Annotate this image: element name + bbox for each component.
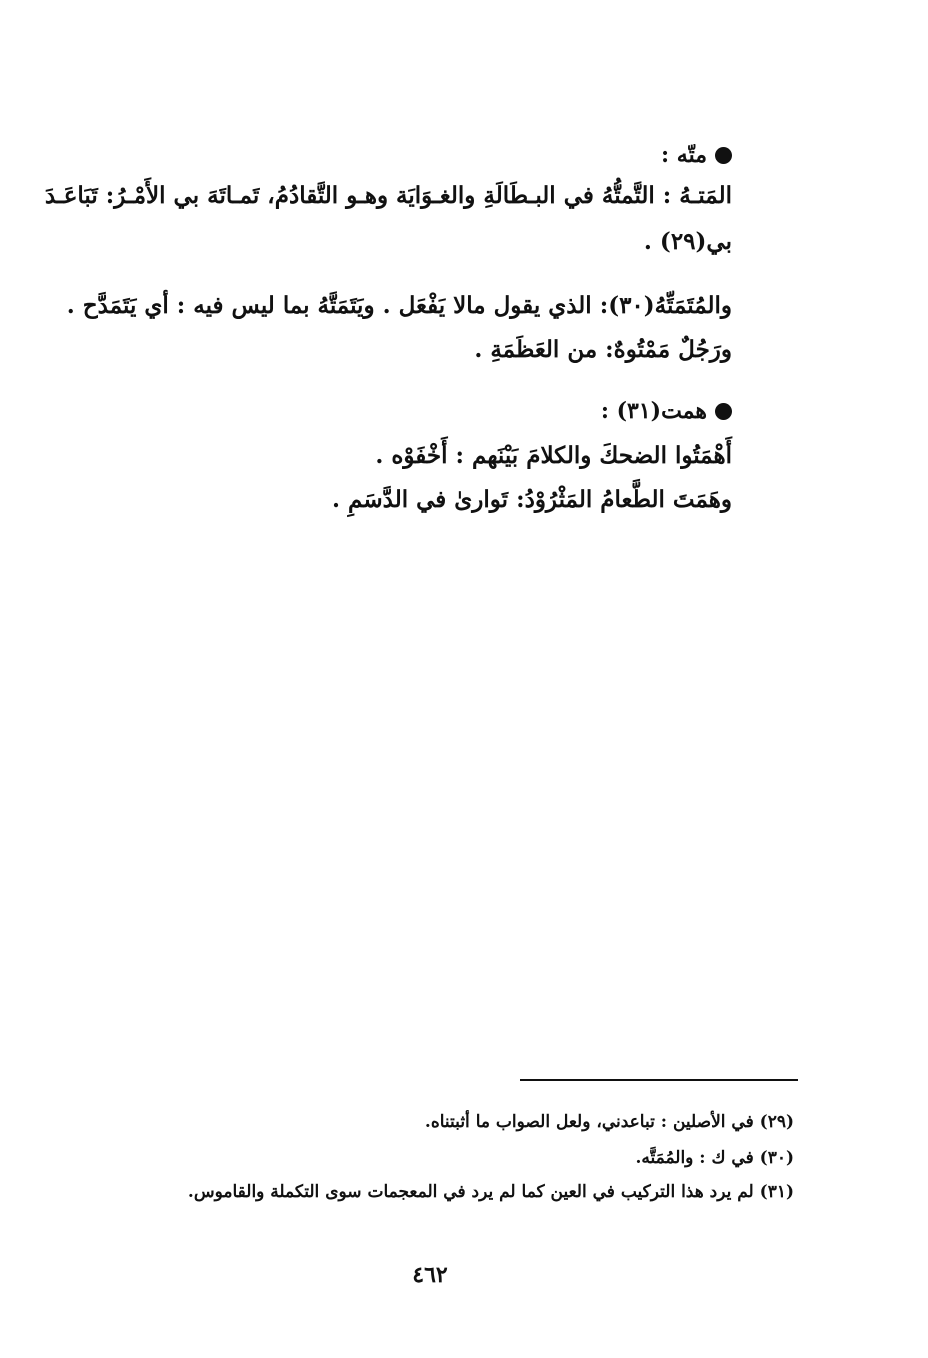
- entry-line: والمُتَمَتِّهُ(٣٠): الذي يقول مالا يَفْعَل . ويَتَمَتَّهُ بما ليس فيه : أي يَتَمَدَّح .: [66, 292, 732, 319]
- entry-heading-text: متّه :: [661, 142, 707, 168]
- footnote-29: (٢٩) في الأصلين : تباعدني، ولعل الصواب ما أثبتناه.: [424, 1112, 794, 1132]
- entry-heading-mth: [661, 142, 732, 168]
- page-number: ٤٦٢: [412, 1262, 448, 1288]
- footnote-separator: [520, 1079, 798, 1081]
- bullet-icon: [715, 403, 732, 420]
- bullet-icon: [715, 147, 732, 164]
- entry-line: وهَمَتَ الطَّعامُ المَثْرُوْدُ: تَوارىٰ في الدَّسَمِ .: [332, 486, 732, 513]
- entry-line: المَتـهُ : التَّمتُّهُ في البـطَالَةِ والغـوَايَة وهـو التَّقادُمُ، تَمـاتَهَ بي الأَمْـرُ: تَبَاعَـدَ: [44, 182, 732, 209]
- entry-heading-hmt: [601, 398, 732, 424]
- entry-heading-text: همت(٣١) :: [600, 398, 707, 424]
- entry-line: بي(٢٩) .: [643, 228, 732, 255]
- entry-line: أَهْمَتُوا الضحكَ والكلامَ بَيْنَهم : أَخْفَوْه .: [375, 442, 732, 469]
- footnote-30: (٣٠) في ك : والمُمَتَّه.: [635, 1148, 794, 1168]
- entry-line: ورَجُلٌ مَمْتُوهٌ: من العَظَمَةِ .: [474, 336, 732, 363]
- footnote-31: (٣١) لم يرد هذا التركيب في العين كما لم يرد في المعجمات سوى التكملة والقاموس.: [187, 1182, 794, 1202]
